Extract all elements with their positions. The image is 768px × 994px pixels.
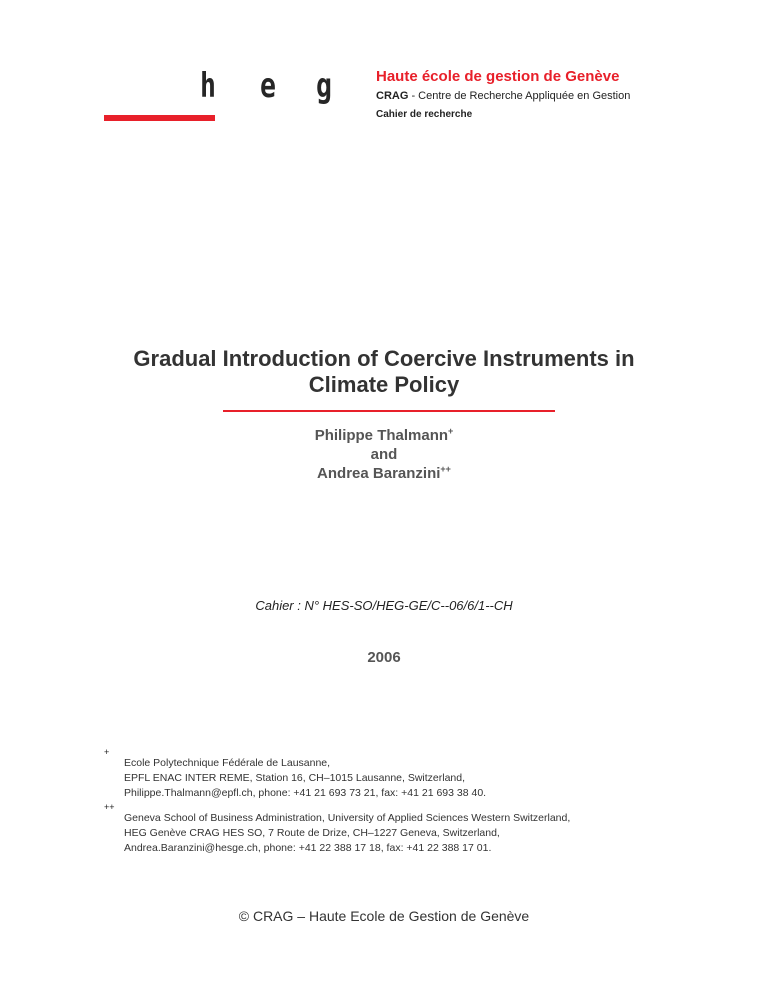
crag-abbreviation: CRAG [376, 90, 409, 102]
author-2 [184, 464, 584, 483]
crag-line [376, 89, 696, 103]
footnote-2-line-2: HEG Genève CRAG HES SO, 7 Route de Drize, CH–1227 Geneva, Switzerland, [124, 827, 500, 839]
author-2-name: Andrea Baranzini [317, 465, 441, 482]
document-title [84, 346, 684, 398]
logo-red-bar [104, 115, 215, 121]
footnote-1-line-1: Ecole Polytechnique Fédérale de Lausanne, [124, 757, 331, 769]
logo-letter-h: h [200, 66, 216, 106]
title-line-1: Gradual Introduction of Coercive Instruments in [133, 346, 635, 371]
footnote-2 [104, 802, 664, 856]
footnote-1-mark: + [104, 747, 110, 757]
footnote-1 [104, 747, 664, 801]
author-conjunction: and [370, 446, 398, 463]
authors-block [184, 426, 584, 483]
footnote-1-line-3: Philippe.Thalmann@epfl.ch, phone: +41 21 693 73 21, fax: +41 21 693 38 40. [124, 787, 487, 799]
footnote-1-line-2: EPFL ENAC INTER REME, Station 16, CH–1015 Lausanne, Switzerland, [124, 772, 466, 784]
author-2-mark: ++ [440, 464, 451, 474]
logo-letter-g: g [316, 66, 332, 106]
cahier-number: Cahier : N° HES-SO/HEG-GE/C--06/6/1--CH [255, 598, 513, 613]
footnote-2-text [124, 806, 664, 856]
author-1 [184, 426, 584, 445]
cahier-label: Cahier de recherche [376, 109, 473, 120]
crag-full-name: - Centre de Recherche Appliquée en Gestion [408, 90, 631, 102]
footnote-2-line-3: Andrea.Baranzini@hesge.ch, phone: +41 22 388 17 18, fax: +41 22 388 17 01. [124, 842, 492, 854]
school-name: Haute école de gestion de Genève [376, 68, 620, 85]
title-divider [223, 410, 555, 412]
footnote-1-text [124, 751, 664, 801]
title-line-2: Climate Policy [308, 372, 460, 397]
logo-letter-e: e [260, 66, 276, 106]
institution-header [376, 68, 696, 121]
copyright-notice: © CRAG – Haute Ecole de Gestion de Genève [238, 908, 530, 924]
footnote-2-mark: ++ [104, 802, 115, 812]
author-1-mark: + [448, 426, 454, 436]
footnote-2-line-1: Geneva School of Business Administration, University of Applied Sciences Western Switzerland, [124, 812, 571, 824]
publication-year: 2006 [367, 649, 401, 666]
author-1-name: Philippe Thalmann [314, 427, 449, 444]
